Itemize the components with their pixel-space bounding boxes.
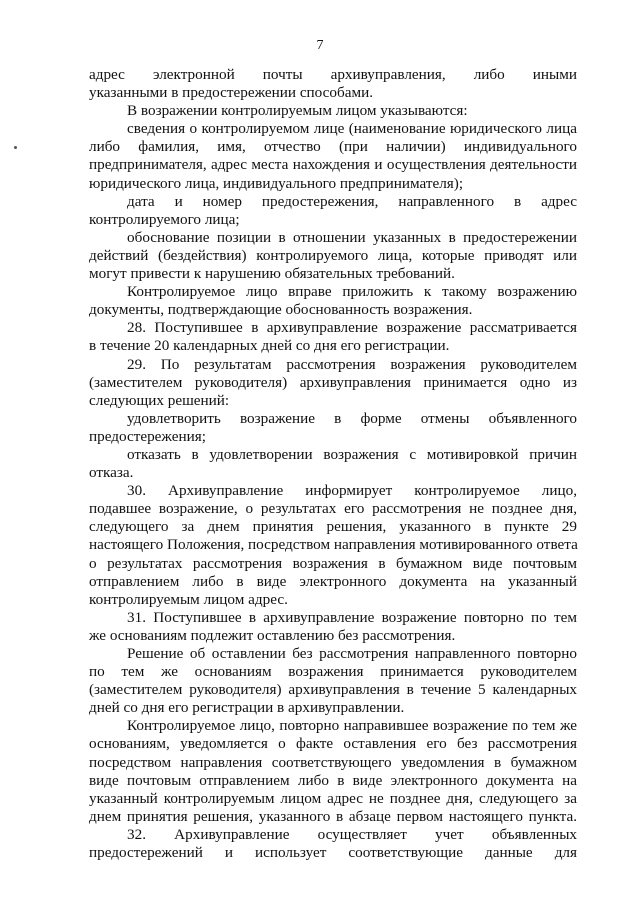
margin-dot <box>14 146 17 149</box>
page-number: 7 <box>316 38 324 53</box>
text-line: основаниям, уведомляется о факте оставления его без рассмотрения <box>89 735 577 753</box>
text-line: Контролируемое лицо, повторно направившее возражение по тем же <box>127 717 577 735</box>
text-line: виде почтовым отправлением либо в виде электронного документа на <box>89 771 577 789</box>
text-line: контролируемым лицом адрес. <box>89 590 288 608</box>
text-line: (заместителем руководителя) архивуправления в течение 5 календарных <box>89 681 577 699</box>
text-line: дней со дня его регистрации в архивуправлении. <box>89 699 405 717</box>
text-line: контролируемого лица; <box>89 210 240 228</box>
text-line: Решение об оставлении без рассмотрения направленного повторно <box>127 645 577 662</box>
text-line: же основаниям подлежит оставлению без рассмотрения. <box>89 626 456 644</box>
text-line: дата и номер предостережения, направленного в адрес <box>127 192 577 210</box>
text-line: отправлением либо в виде электронного документа на указанный <box>89 572 577 590</box>
text-line: 31. Поступившее в архивуправление возражение повторно по тем <box>127 608 577 626</box>
text-line: действий (бездействия) контролируемого лица, которые приводят или <box>89 246 577 264</box>
text-line: указанный контролируемым лицом адрес не позднее дня, следующего за <box>89 789 577 807</box>
text-line: Контролируемое лицо вправе приложить к такому возражению <box>127 283 577 301</box>
text-line: 32. Архивуправление осуществляет учет объявленных <box>127 825 577 843</box>
text-line: могут привести к нарушению обязательных требований. <box>89 265 455 283</box>
text-line: о результатах рассмотрения возражения в бумажном виде почтовым <box>89 554 577 572</box>
text-line: (заместителем руководителя) архивуправления принимается одно из <box>89 373 577 391</box>
text-line: В возражении контролируемым лицом указываются: <box>127 102 468 120</box>
text-line: адрес электронной почты архивуправления, либо иными <box>89 66 577 83</box>
text-line: в течение 20 календарных дней со дня его регистрации. <box>89 337 450 355</box>
text-line: документы, подтверждающие обоснованность возражения. <box>89 301 473 319</box>
text-line: либо фамилия, имя, отчество (при наличии) индивидуального <box>89 138 577 156</box>
text-line: настоящего Положения, посредством направления мотивированного ответа <box>89 536 578 554</box>
text-line: следующих решений: <box>89 391 230 409</box>
text-line: отказать в удовлетворении возражения с мотивировкой причин <box>127 445 577 463</box>
text-line: сведения о контролируемом лице (наименование юридического лица <box>127 120 577 138</box>
text-line: по тем же основаниям возражения принимается руководителем <box>89 663 577 681</box>
text-line: 28. Поступившее в архивуправление возражение рассматривается <box>127 319 577 337</box>
text-line: предостережений и использует соответствующие данные для <box>89 844 577 862</box>
text-line: следующего за днем принятия решения, указанного в пункте 29 <box>89 518 577 536</box>
text-line: предпринимателя, адрес места нахождения и осуществления деятельности <box>89 156 577 174</box>
text-line: указанными в предостережении способами. <box>89 84 373 102</box>
document-body <box>89 66 577 862</box>
text-line: отказа. <box>89 464 134 482</box>
text-line: подавшее возражение, о результатах его рассмотрения не позднее дня, <box>89 500 577 518</box>
text-line: 30. Архивуправление информирует контролируемое лицо, <box>127 482 577 500</box>
text-line: юридического лица, индивидуального предпринимателя); <box>89 174 464 192</box>
text-line: днем принятия решения, указанного в абзаце первом настоящего пункта. <box>89 807 577 825</box>
text-line: посредством направления соответствующего уведомления в бумажном <box>89 753 577 771</box>
text-line: удовлетворить возражение в форме отмены объявленного <box>127 409 577 427</box>
text-line: обоснование позиции в отношении указанных в предостережении <box>127 228 577 246</box>
text-line: предостережения; <box>89 427 206 445</box>
text-line: 29. По результатам рассмотрения возражения руководителем <box>127 355 577 373</box>
